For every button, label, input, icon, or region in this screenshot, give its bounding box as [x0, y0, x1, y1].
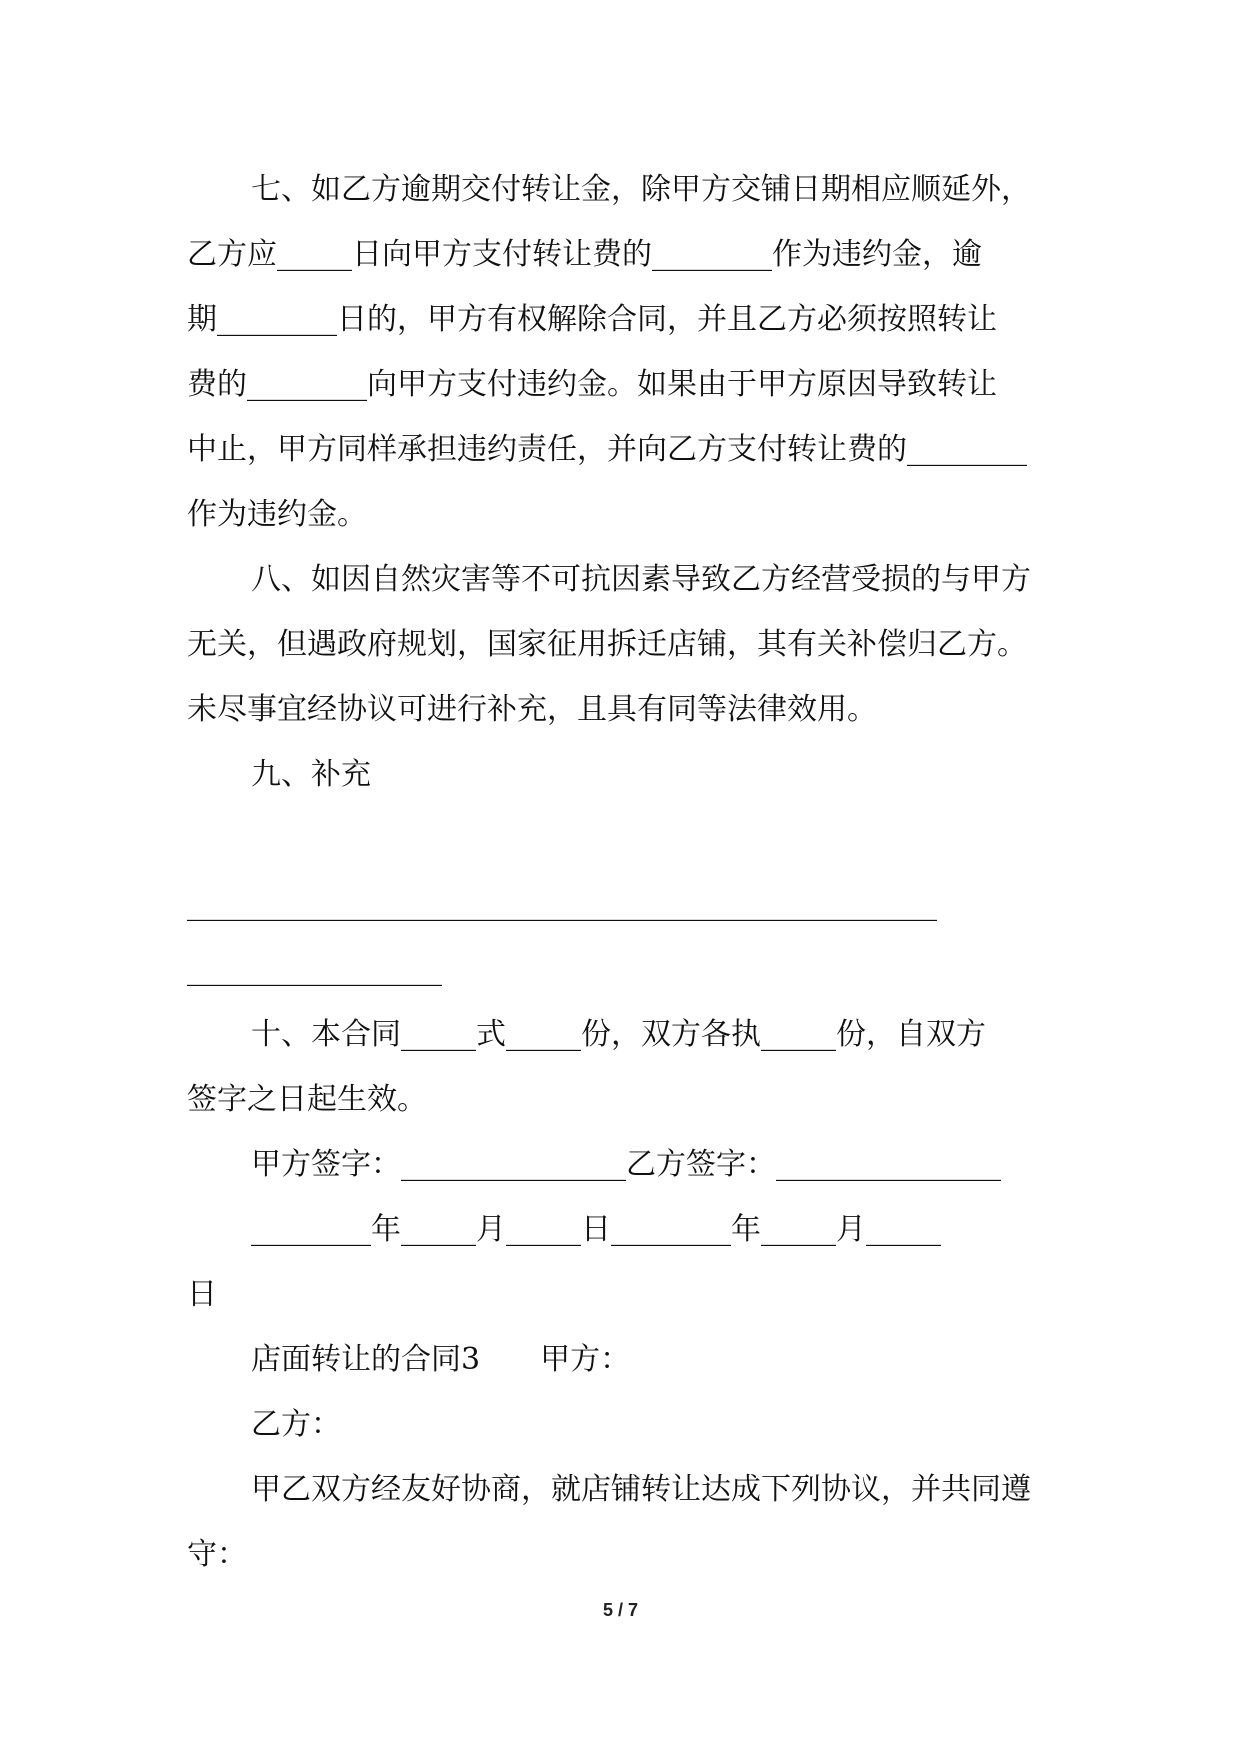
date-line: ________年_____月_____日________年_____月_____: [251, 1212, 941, 1247]
paragraph-line: 签字之日起生效。: [187, 1082, 427, 1117]
date-line: 日: [187, 1277, 217, 1312]
paragraph-line: 无关，但遇政府规划，国家征用拆迁店铺，其有关补偿归乙方。: [187, 627, 1027, 662]
contract-title: 店面转让的合同3 甲方：: [251, 1342, 631, 1377]
signature-line: 甲方签字：_______________乙方签字：_______________: [251, 1147, 1001, 1182]
paragraph-line: 七、如乙方逾期交付转让金，除甲方交铺日期相应顺延外，: [251, 172, 1031, 207]
paragraph-line: 十、本合同_____式_____份，双方各执_____份，自双方: [251, 1017, 986, 1052]
paragraph-line: 期________日的，甲方有权解除合同，并且乙方必须按照转让: [187, 302, 997, 337]
paragraph-line: 守：: [187, 1537, 247, 1572]
document-body: [187, 157, 1057, 1587]
paragraph-line: 费的________向甲方支付违约金。如果由于甲方原因导致转让: [187, 367, 997, 402]
paragraph-line: 乙方应_____日向甲方支付转让费的________作为违约金，逾: [187, 237, 982, 272]
paragraph-line: 中止，甲方同样承担违约责任，并向乙方支付转让费的________: [187, 432, 1027, 467]
spacer: [187, 807, 1057, 872]
paragraph-line: 未尽事宜经协议可进行补充，且具有同等法律效用。: [187, 692, 877, 727]
blank-line: __________________________________________________: [187, 887, 937, 922]
paragraph-line: 甲乙双方经友好协商，就店铺转让达成下列协议，并共同遵: [251, 1472, 1031, 1507]
page-number: 5 / 7: [602, 1600, 639, 1620]
blank-line: _________________: [187, 952, 442, 987]
paragraph-line: 作为违约金。: [187, 497, 367, 532]
paragraph-line: 八、如因自然灾害等不可抗因素导致乙方经营受损的与甲方: [251, 562, 1031, 597]
section-heading: 九、补充: [251, 757, 371, 792]
party-line: 乙方：: [251, 1407, 341, 1442]
